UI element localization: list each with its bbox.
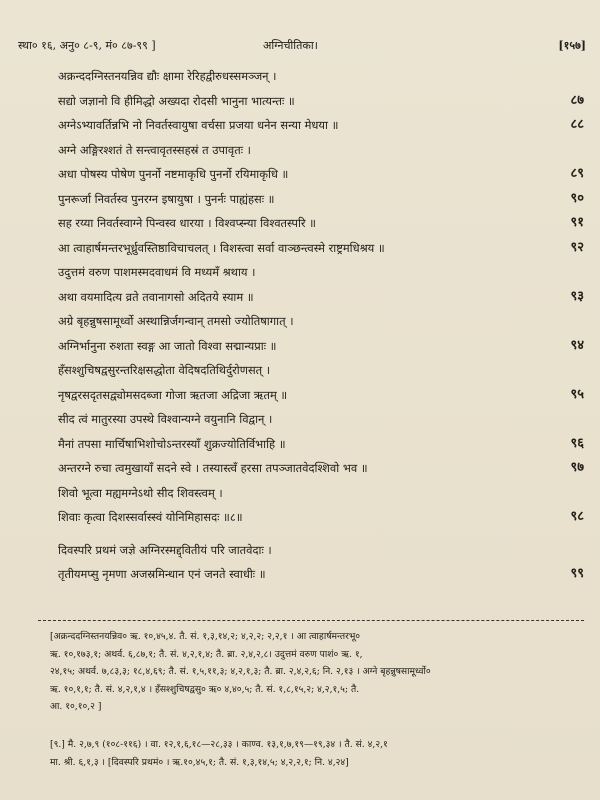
header-section-ref: स्था० १६, अनु० ८-९, मं० ८७-९९ ] <box>18 39 156 52</box>
verse-number: ९८ <box>570 509 584 524</box>
footnote-divider <box>38 620 584 621</box>
mantra-line <box>58 113 586 138</box>
verse-number: ८९ <box>570 166 584 181</box>
mantra-text: अग्ने अङ्गिरश्शतं ते सन्त्वावृतस्सहस्रं त उपावृतः । <box>58 142 251 157</box>
mantra-line <box>58 505 586 530</box>
page-number: [१५७] <box>558 39 586 52</box>
footnote-line: ऋ. १०,१७३,१; अथर्व. ६,८७,१; तै. सं. ४,२,१,४; तै. ब्रा. २,४,२,८। उदुत्तमं वरुण पाशं० ऋ. १, <box>50 648 363 660</box>
mantra-line <box>58 334 586 359</box>
mantra-text: हँसश्शुचिषद्वसुरन्तरिक्षसद्धोता वेदिषदतिथिर्दुरोणसत् । <box>58 363 271 377</box>
mantra-text: सह रय्या निवर्तस्वाग्ने पिन्वस्व धारया । विश्वप्स्न्या विश्वतस्परि ॥ <box>58 216 316 230</box>
mantra-line <box>58 89 586 114</box>
mantra-text: शिवो भूत्वा मह्यमग्नेऽथो सीद शिवस्त्वम् । <box>58 485 223 500</box>
mantra-text: पुनरूर्जा निवर्तस्व पुनरग्न इषायुषा । पुनर्नः पाह्यंहसः ॥ <box>58 191 275 206</box>
mantra-text: अग्नेऽभ्यावर्तिन्नभि नो निवर्तस्वायुषा वर्चसा प्रजया धनेन सन्या मेधया ॥ <box>58 118 339 132</box>
verse-number: ९२ <box>570 239 584 255</box>
footnote-line: [अक्रन्ददग्निस्तनयन्निव० ऋ. १०,४५,४. तै. सं. १,३,१४,२; ४,२,२; २,२,१ । आ त्वाहार्षमन्तरभू० <box>50 631 361 642</box>
mantra-line <box>58 64 586 89</box>
mantra-list <box>58 64 586 587</box>
mantra-line <box>58 162 586 187</box>
header-title: अग्निचीतिका। <box>263 39 318 52</box>
footnote-line: [९.] मै. २,७,९ (१०८-११६) । वा. १२,१,६,१८—२८,३३ । काण्व. १३,१,७,१९—१९,३४ । तै. सं. ४,२,१ <box>50 739 388 750</box>
mantra-line <box>58 562 586 587</box>
mantra-text: शिवाः कृत्वा दिशस्सर्वास्स्वं योनिमिहासदः ॥८॥ <box>58 510 243 524</box>
mantra-text: अधा पोषस्य पोषेण पुनर्नो नष्टमाकृधि पुनर्नो रयिमाकृधि ॥ <box>58 167 289 181</box>
mantra-text: आ त्वाहार्षमन्तरभूर्ध्रुवस्तिष्ठाविचाचलत् । विशस्त्वा सर्वा वाञ्छन्त्वस्मे राष्ट्रमधिश्रय ॥ <box>58 240 385 255</box>
mantra-line <box>58 358 586 383</box>
mantra-line <box>58 481 586 506</box>
mantra-text: अग्निर्भानुना रुशता स्वङ्ग आ जातो विश्वा सद्मान्यप्राः ॥ <box>58 338 277 353</box>
footnote-line: २४,१५; अथर्व. ७,८३,३; १८,४,६९; तै. सं. १,५,११,३; ४,२,१,३; तै. ब्रा. २,४,२,६; नि. २,१३ । अग्ने बृहन्नुषसामूर्ध्वो० <box>50 666 431 678</box>
verse-number: ९७ <box>570 460 584 475</box>
mantra-line <box>58 236 586 261</box>
verse-number: ९४ <box>570 337 584 353</box>
mantra-line <box>58 285 586 310</box>
mantra-text: सीद त्वं मातुरस्या उपस्थे विश्वान्यग्ने वयुनानि विद्वान् । <box>58 412 273 426</box>
mantra-text: दिवस्परि प्रथमं जज्ञे अग्निरस्मद्द्वितीयं परि जातवेदाः । <box>58 542 272 557</box>
mantra-text: तृतीयमप्सु नृमणा अजस्रमिन्धान एनं जनते स्वाधीः ॥ <box>58 567 266 581</box>
mantra-line <box>58 309 586 334</box>
verse-number: ९९ <box>570 566 584 581</box>
mantra-text: नृषद्वरसदृतसद्व्योमसदब्जा गोजा ऋतजा अद्रिजा ऋतम् ॥ <box>58 387 288 402</box>
verse-number: ८८ <box>570 117 584 132</box>
mantra-line <box>58 187 586 212</box>
verse-number: ९३ <box>570 288 584 304</box>
mantra-line <box>58 538 586 563</box>
verse-number: ९१ <box>570 215 584 230</box>
footnote-line: मा. श्री. ६,१,३ । [दिवस्परि प्रथमं० । ऋ.१०,४५,१; तै. सं. १,३,१४,५; ४,२,२,१; नि. ४,२४] <box>50 756 349 768</box>
footnote-line: ऋ. १०,१,१; तै. सं. ४,२,१,४ । हँसश्शुचिषद्वसु० ऋ० ४,४०,५; तै. सं. १,८,१५,२; ४,२,१,५; तै. <box>50 683 360 695</box>
mantra-line <box>58 383 586 408</box>
running-header <box>18 38 586 58</box>
mantra-line <box>58 407 586 432</box>
mantra-text: सद्यो जज्ञानो वि हीमिद्धो अख्यदा रोदसी भानुना भात्यन्तः ॥ <box>58 93 295 108</box>
mantra-line <box>58 432 586 457</box>
mantra-line <box>58 260 586 285</box>
mantra-text: अग्रे बृहन्नुषसामूर्ध्वो अस्थान्निर्जगन्वान् तमसो ज्योतिषागात् । <box>58 314 294 328</box>
footnote-parallels <box>50 736 586 771</box>
footnote-line: आ. १०,१०,२ ] <box>50 701 102 713</box>
mantra-text: अक्रन्ददग्निस्तनयन्निव द्यौः क्षामा रेरिहद्वीरुधस्समञ्जन् । <box>58 69 277 83</box>
mantra-line <box>58 138 586 163</box>
verse-number: ८७ <box>570 92 584 108</box>
verse-number: ९० <box>570 190 584 206</box>
mantra-line <box>58 456 586 481</box>
mantra-text: उदुत्तमं वरुण पाशमस्मदवाधमं वि मध्यमँ श्रथाय । <box>58 265 256 279</box>
mantra-text: अन्तरग्ने रुचा त्वमुखायाँ सदने स्वे । तस्यास्त्वँ हरसा तपञ्जातवेदश्शिवो भव ॥ <box>58 461 368 475</box>
verse-number: ९६ <box>570 435 584 451</box>
footnote-references <box>50 628 586 716</box>
mantra-line <box>58 211 586 236</box>
verse-number: ९५ <box>570 386 584 402</box>
mantra-text: मैनां तपसा मार्चिषाभिशोचोऽन्तरस्याँ शुक्रज्योतिर्विभाहि ॥ <box>58 436 286 451</box>
mantra-text: अथा वयमादित्य व्रते तवानागसो अदितये स्याम ॥ <box>58 289 254 304</box>
stanza-gap <box>58 530 586 538</box>
